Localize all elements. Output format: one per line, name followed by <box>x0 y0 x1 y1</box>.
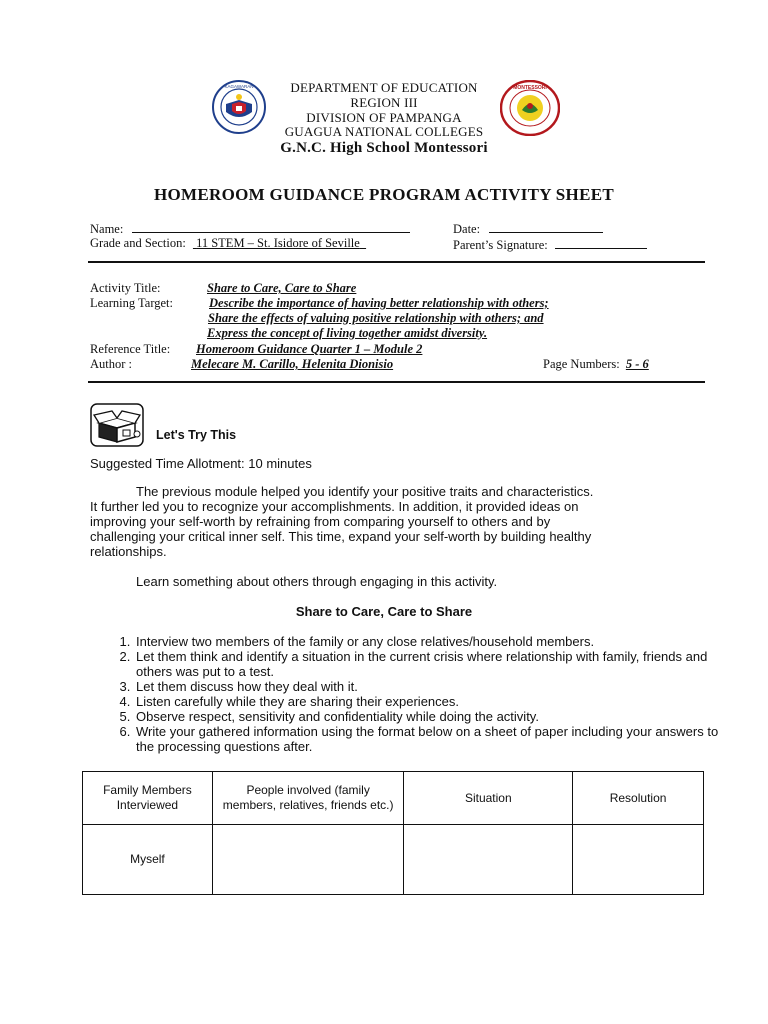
name-line[interactable] <box>132 220 410 233</box>
instruction-list <box>90 634 734 754</box>
table-header: Resolution <box>573 772 704 825</box>
table-header: Family Members Interviewed <box>83 772 213 825</box>
region-name: REGION III <box>350 95 418 110</box>
learning-target-label: Learning Target: <box>90 296 174 310</box>
list-item: 6. Write your gathered information using the format below on a sheet of paper including your answers to the processing questions after. <box>134 724 734 754</box>
divider-top <box>88 261 705 263</box>
svg-text:MONTESSORI: MONTESSORI <box>513 85 547 91</box>
time-allotment: Suggested Time Allotment: 10 minutes <box>90 456 312 471</box>
table-cell: Myself <box>83 825 213 895</box>
activity-title-label: Activity Title: <box>90 281 161 295</box>
list-item: 4. Listen carefully while they are sharing their experiences. <box>134 694 734 709</box>
page-numbers-field <box>543 357 649 372</box>
department-name: DEPARTMENT OF EDUCATION <box>290 80 478 95</box>
author-label: Author : <box>90 357 133 371</box>
name-field[interactable] <box>90 220 410 237</box>
paragraph-1-line-5: relationships. <box>90 544 167 559</box>
learning-target-1: Describe the importance of having better relationship with others; <box>209 296 549 310</box>
table-cell-input[interactable] <box>573 825 704 895</box>
author-value: Melecare M. Carillo, Helenita Dionisio <box>191 357 394 371</box>
table-header: Situation <box>404 772 573 825</box>
table-cell-input[interactable] <box>404 825 573 895</box>
date-label: Date: <box>453 222 481 236</box>
grade-value: 11 STEM – St. Isidore of Seville <box>196 236 360 250</box>
list-item: 5. Observe respect, sensitivity and confidentiality while doing the activity. <box>134 709 734 724</box>
table-cell-input[interactable] <box>212 825 404 895</box>
page-numbers-label: Page Numbers: <box>543 357 620 371</box>
learning-target-2: Share the effects of valuing positive relationship with others; and <box>208 311 544 325</box>
learning-target-3: Express the concept of living together amidst diversity. <box>207 326 488 340</box>
paragraph-1-line-2: It further led you to recognize your accomplishments. In addition, it provided ideas on <box>90 499 579 514</box>
name-label: Name: <box>90 222 124 236</box>
page-numbers-value: 5 - 6 <box>625 357 649 371</box>
reference-value: Homeroom Guidance Quarter 1 – Module 2 <box>196 342 423 356</box>
list-item: 1. Interview two members of the family or any close relatives/household members. <box>134 634 734 649</box>
divider-bottom <box>88 381 705 383</box>
division-name: DIVISION OF PAMPANGA <box>306 110 462 125</box>
list-item: 3. Let them discuss how they deal with it. <box>134 679 734 694</box>
activity-heading: Share to Care, Care to Share <box>295 604 473 619</box>
reference-label: Reference Title: <box>90 342 171 356</box>
paragraph-1-line-4: challenging your critical inner self. This time, expand your self-worth by building healthy <box>90 529 592 544</box>
date-field[interactable] <box>453 220 603 237</box>
paragraph-2: Learn something about others through engaging in this activity. <box>136 574 498 589</box>
paragraph-1-line-3: improving your self-worth by refraining from comparing yourself to others and by <box>90 514 551 529</box>
grade-section-field <box>90 236 366 251</box>
signature-field[interactable] <box>453 236 647 253</box>
table-row <box>83 825 704 895</box>
grade-label: Grade and Section: <box>90 236 186 250</box>
open-box-icon <box>90 403 144 447</box>
school-name: G.N.C. High School Montessori <box>280 140 488 156</box>
interview-table <box>82 771 704 895</box>
activity-title-value: Share to Care, Care to Share <box>207 281 357 295</box>
signature-label: Parent’s Signature: <box>453 238 548 252</box>
svg-text:KAGAWARAN: KAGAWARAN <box>224 84 254 89</box>
table-header: People involved (family members, relatives, friends etc.) <box>212 772 404 825</box>
section-heading: Let's Try This <box>156 428 237 442</box>
date-line[interactable] <box>489 220 603 233</box>
paragraph-1-line-1: The previous module helped you identify your positive traits and characteristics. <box>136 484 594 499</box>
table-header-row <box>83 772 704 825</box>
signature-line[interactable] <box>555 236 647 249</box>
college-name: GUAGUA NATIONAL COLLEGES <box>284 124 484 139</box>
list-item: 2. Let them think and identify a situation in the current crisis where relationship with family, friends and others was put to a test. <box>134 649 734 679</box>
page-title: HOMEROOM GUIDANCE PROGRAM ACTIVITY SHEET <box>153 185 614 204</box>
